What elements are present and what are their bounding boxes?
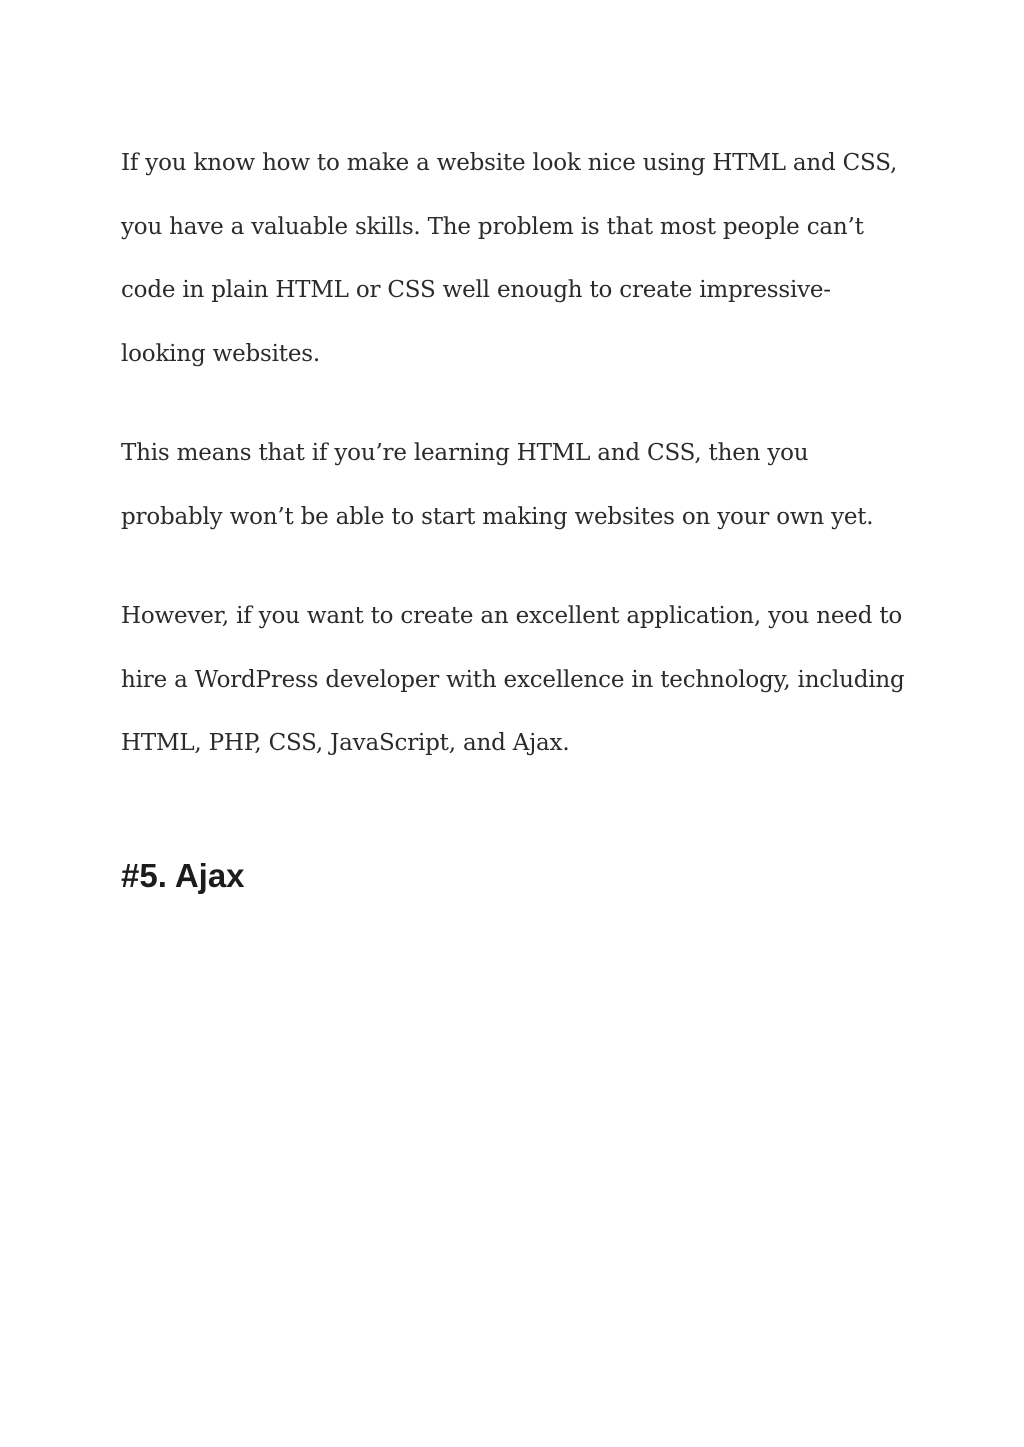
paragraph-line: hire a WordPress developer with excellence in technology, including <box>121 666 905 693</box>
paragraph-learning-html-css <box>121 422 911 549</box>
paragraph-line: probably won’t be able to start making websites on your own yet. <box>121 503 874 530</box>
paragraph-hire-wordpress-developer <box>121 585 911 776</box>
paragraph-line: This means that if you’re learning HTML and CSS, then you <box>121 440 809 466</box>
paragraph-line: However, if you want to create an excellent application, you need to <box>121 603 903 629</box>
paragraph-line: looking websites. <box>121 340 320 367</box>
paragraph-html-css-skills <box>121 132 911 386</box>
paragraph-line: code in plain HTML or CSS well enough to create impressive- <box>121 277 831 303</box>
paragraph-line: HTML, PHP, CSS, JavaScript, and Ajax. <box>121 730 570 756</box>
section-heading-ajax: #5. Ajax <box>121 856 245 894</box>
paragraph-line: If you know how to make a website look nice using HTML and CSS, <box>121 150 898 176</box>
document-body <box>121 132 911 896</box>
paragraph-line: you have a valuable skills. The problem is that most people can’t <box>121 213 864 240</box>
